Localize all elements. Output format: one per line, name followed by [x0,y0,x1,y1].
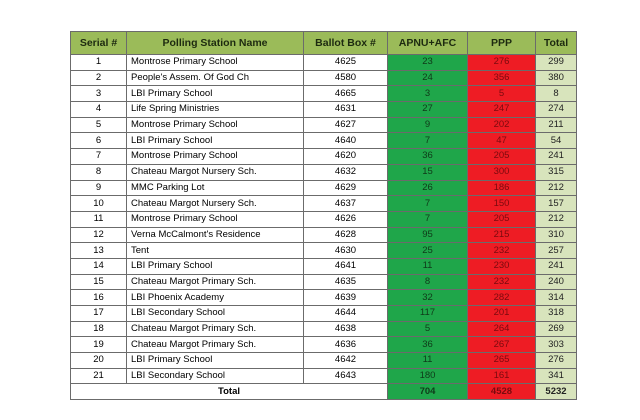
cell-ballot-box: 4643 [304,368,388,384]
cell-ballot-box: 4580 [304,70,388,86]
cell-apnu: 11 [388,258,468,274]
cell-apnu: 9 [388,117,468,133]
cell-total: 240 [536,274,577,290]
cell-ballot-box: 4641 [304,258,388,274]
cell-total: 303 [536,337,577,353]
cell-ppp: 150 [468,196,536,212]
cell-total: 241 [536,149,577,165]
cell-ppp: 161 [468,368,536,384]
cell-station: Life Spring Ministries [127,102,304,118]
cell-total: 310 [536,227,577,243]
cell-total: 315 [536,164,577,180]
cell-total: 276 [536,353,577,369]
cell-apnu: 26 [388,180,468,196]
cell-station: Chateau Margot Nursery Sch. [127,196,304,212]
cell-apnu: 23 [388,55,468,71]
cell-ballot-box: 4632 [304,164,388,180]
cell-ppp: 232 [468,274,536,290]
cell-ballot-box: 4635 [304,274,388,290]
cell-ballot-box: 4642 [304,353,388,369]
table-row [71,290,577,306]
cell-total: 8 [536,86,577,102]
cell-ballot-box: 4629 [304,180,388,196]
cell-ballot-box: 4638 [304,321,388,337]
cell-apnu: 7 [388,211,468,227]
cell-ballot-box: 4636 [304,337,388,353]
cell-serial: 17 [71,306,127,322]
cell-serial: 21 [71,368,127,384]
cell-station: Chateau Margot Primary Sch. [127,321,304,337]
cell-serial: 19 [71,337,127,353]
cell-serial: 14 [71,258,127,274]
table-row [71,133,577,149]
cell-ballot-box: 4626 [304,211,388,227]
cell-station: LBI Secondary School [127,368,304,384]
cell-ballot-box: 4639 [304,290,388,306]
cell-ppp: 47 [468,133,536,149]
cell-ballot-box: 4625 [304,55,388,71]
cell-ppp: 201 [468,306,536,322]
cell-apnu: 95 [388,227,468,243]
cell-ppp: 356 [468,70,536,86]
cell-serial: 3 [71,86,127,102]
cell-station: Tent [127,243,304,259]
cell-apnu: 24 [388,70,468,86]
cell-station: MMC Parking Lot [127,180,304,196]
cell-station: Montrose Primary School [127,55,304,71]
cell-total: 54 [536,133,577,149]
table-row [71,227,577,243]
table-row [71,55,577,71]
table-row [71,321,577,337]
cell-ppp: 282 [468,290,536,306]
table-row [71,337,577,353]
cell-serial: 1 [71,55,127,71]
cell-serial: 6 [71,133,127,149]
table-row [71,180,577,196]
cell-station: Chateau Margot Primary Sch. [127,274,304,290]
cell-total: 257 [536,243,577,259]
cell-station: Chateau Margot Nursery Sch. [127,164,304,180]
cell-apnu: 5 [388,321,468,337]
cell-serial: 9 [71,180,127,196]
cell-serial: 8 [71,164,127,180]
total-apnu: 704 [388,384,468,400]
cell-ppp: 202 [468,117,536,133]
cell-serial: 5 [71,117,127,133]
cell-apnu: 3 [388,86,468,102]
header-row [71,32,577,55]
cell-total: 269 [536,321,577,337]
table-row [71,353,577,369]
cell-apnu: 117 [388,306,468,322]
total-all: 5232 [536,384,577,400]
cell-serial: 11 [71,211,127,227]
table-row [71,70,577,86]
cell-ballot-box: 4628 [304,227,388,243]
cell-serial: 20 [71,353,127,369]
header-station: Polling Station Name [127,32,304,55]
total-label: Total [71,384,388,400]
table-row [71,258,577,274]
cell-apnu: 32 [388,290,468,306]
cell-apnu: 7 [388,196,468,212]
cell-serial: 10 [71,196,127,212]
cell-station: LBI Primary School [127,353,304,369]
cell-ppp: 205 [468,211,536,227]
total-row [71,384,577,400]
cell-ballot-box: 4644 [304,306,388,322]
cell-total: 274 [536,102,577,118]
cell-ppp: 300 [468,164,536,180]
cell-apnu: 180 [388,368,468,384]
cell-ppp: 5 [468,86,536,102]
table-row [71,368,577,384]
cell-ballot-box: 4620 [304,149,388,165]
cell-total: 211 [536,117,577,133]
cell-total: 318 [536,306,577,322]
header-ballot-box: Ballot Box # [304,32,388,55]
cell-station: Chateau Margot Primary Sch. [127,337,304,353]
cell-ppp: 247 [468,102,536,118]
cell-station: LBI Primary School [127,133,304,149]
cell-station: LBI Secondary School [127,306,304,322]
cell-serial: 12 [71,227,127,243]
cell-apnu: 36 [388,149,468,165]
cell-ppp: 230 [468,258,536,274]
cell-ballot-box: 4637 [304,196,388,212]
cell-serial: 16 [71,290,127,306]
cell-serial: 13 [71,243,127,259]
cell-serial: 2 [71,70,127,86]
cell-apnu: 25 [388,243,468,259]
cell-serial: 18 [71,321,127,337]
cell-ppp: 205 [468,149,536,165]
table-row [71,102,577,118]
results-table [70,31,577,400]
cell-apnu: 11 [388,353,468,369]
table-row [71,86,577,102]
total-ppp: 4528 [468,384,536,400]
table-row [71,211,577,227]
table-row [71,306,577,322]
cell-ppp: 264 [468,321,536,337]
cell-ballot-box: 4627 [304,117,388,133]
cell-ballot-box: 4640 [304,133,388,149]
cell-station: LBI Primary School [127,258,304,274]
results-sheet [70,31,576,400]
cell-total: 212 [536,180,577,196]
cell-serial: 15 [71,274,127,290]
cell-station: People's Assem. Of God Ch [127,70,304,86]
table-row [71,117,577,133]
cell-ppp: 186 [468,180,536,196]
cell-total: 341 [536,368,577,384]
cell-apnu: 7 [388,133,468,149]
table-row [71,164,577,180]
cell-station: Verna McCalmont's Residence [127,227,304,243]
table-row [71,243,577,259]
table-row [71,196,577,212]
cell-total: 157 [536,196,577,212]
cell-apnu: 27 [388,102,468,118]
cell-total: 212 [536,211,577,227]
header-apnu: APNU+AFC [388,32,468,55]
table-row [71,274,577,290]
cell-total: 380 [536,70,577,86]
cell-station: LBI Phoenix Academy [127,290,304,306]
cell-serial: 4 [71,102,127,118]
cell-ballot-box: 4665 [304,86,388,102]
cell-apnu: 15 [388,164,468,180]
cell-station: Montrose Primary School [127,117,304,133]
header-total: Total [536,32,577,55]
cell-station: Montrose Primary School [127,211,304,227]
header-ppp: PPP [468,32,536,55]
cell-total: 299 [536,55,577,71]
cell-ppp: 276 [468,55,536,71]
cell-ballot-box: 4630 [304,243,388,259]
cell-apnu: 36 [388,337,468,353]
cell-ppp: 232 [468,243,536,259]
cell-apnu: 8 [388,274,468,290]
cell-ppp: 265 [468,353,536,369]
cell-station: LBI Primary School [127,86,304,102]
cell-ppp: 267 [468,337,536,353]
cell-serial: 7 [71,149,127,165]
cell-total: 241 [536,258,577,274]
table-row [71,149,577,165]
cell-ppp: 215 [468,227,536,243]
cell-station: Montrose Primary School [127,149,304,165]
cell-total: 314 [536,290,577,306]
header-serial: Serial # [71,32,127,55]
cell-ballot-box: 4631 [304,102,388,118]
